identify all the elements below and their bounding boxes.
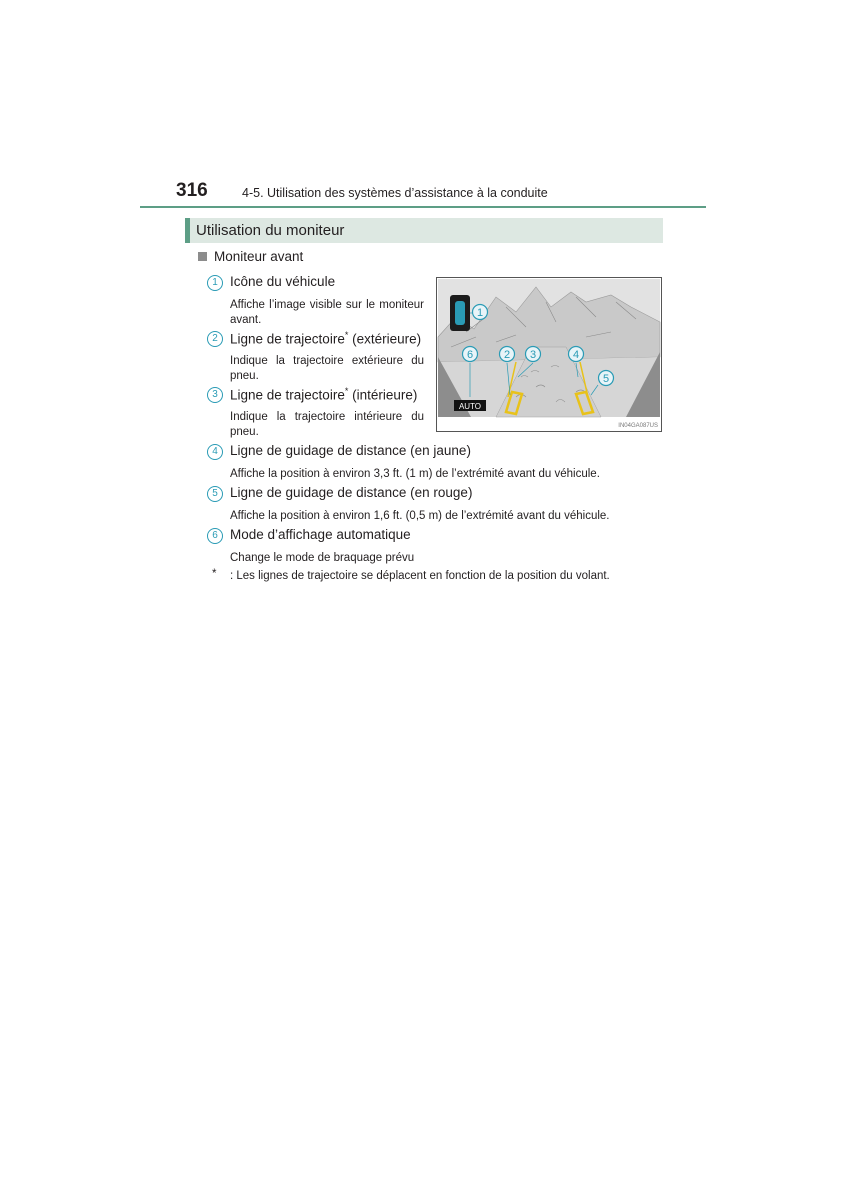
item-label-3-star: * [344,386,349,396]
item-label-3 [230,386,417,403]
item-label-5: Ligne de guidage de distance (en rouge) [230,485,473,500]
item-number-5: 5 [207,486,223,502]
item-label-4: Ligne de guidage de distance (en jaune) [230,443,471,458]
page-number: 316 [176,180,208,201]
callout-3: 3 [529,349,537,361]
chapter-title: 4-5. Utilisation des systèmes d’assistance à la conduite [242,186,548,200]
item-desc-3: Indique la trajectoire intérieure du pneu. [230,411,424,438]
callout-2: 2 [503,349,511,361]
item-desc-6: Change le mode de braquage prévu [230,552,415,564]
item-number-3: 3 [207,387,223,403]
square-bullet [198,252,207,261]
figure-code: IN04GA087US [618,423,658,429]
vehicle-icon [455,301,465,325]
item-label-6: Mode d’affichage automatique [230,527,411,542]
item-label-2-suffix: (extérieure) [348,331,422,347]
callout-1: 1 [476,307,484,319]
header-rule [140,206,706,208]
item-label-2-text: Ligne de trajectoire [230,331,345,347]
item-desc-1: Affiche l’image visible sur le moniteur avant. [230,299,424,326]
footnote-mark: * [212,568,217,580]
callout-4: 4 [572,349,580,361]
section-title: Utilisation du moniteur [196,222,345,239]
item-desc-2: Indique la trajectoire extérieure du pneu. [230,355,424,382]
auto-label: AUTO [458,402,482,411]
item-desc-5: Affiche la position à environ 1,6 ft. (0,5 m) de l’extrémité avant du véhicule. [230,510,610,522]
item-label-3-suffix: (intérieure) [348,387,418,403]
item-number-2: 2 [207,331,223,347]
footnote-text: : Les lignes de trajectoire se déplacent en fonction de la position du volant. [230,570,610,582]
item-label-1: Icône du véhicule [230,274,336,289]
front-monitor-figure [436,277,662,432]
item-number-1: 1 [207,275,223,291]
subsection-title: Moniteur avant [214,249,304,264]
item-number-4: 4 [207,444,223,460]
item-label-2-star: * [344,330,349,340]
callout-5: 5 [602,373,610,385]
callout-6: 6 [466,349,474,361]
item-label-2 [230,330,421,347]
item-label-3-text: Ligne de trajectoire [230,387,345,403]
item-number-6: 6 [207,528,223,544]
item-desc-4: Affiche la position à environ 3,3 ft. (1 m) de l’extrémité avant du véhicule. [230,468,600,480]
